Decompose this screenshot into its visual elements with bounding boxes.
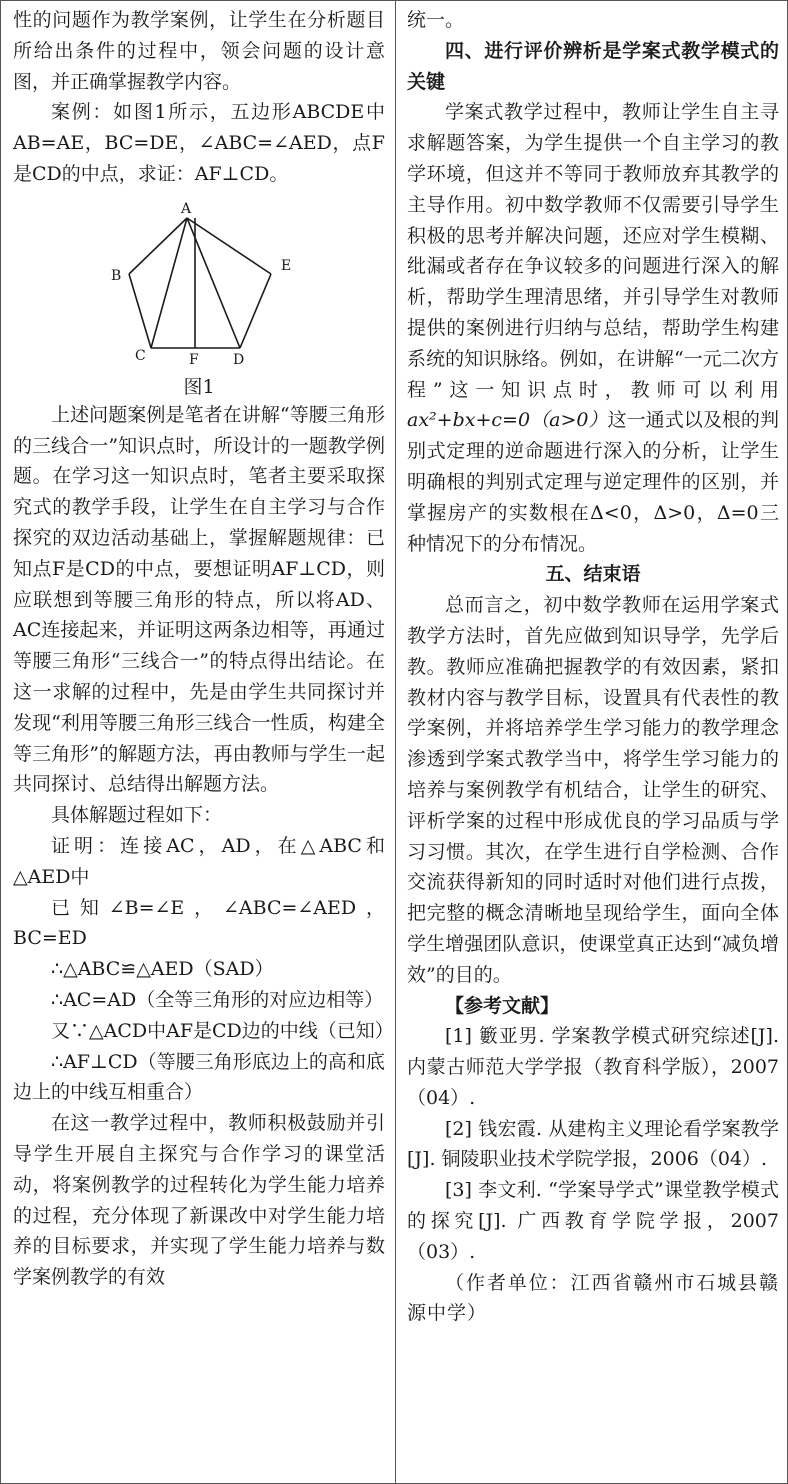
segment-ac xyxy=(151,218,187,348)
label-b: B xyxy=(111,267,122,284)
reference-item: [1] 籔亚男. 学案教学模式研究综述[J]. 内蒙古师范大学学报（教育科学版），2007（04）. xyxy=(407,1025,779,1109)
proof-line: 已知∠B=∠E，∠ABC=∠AED，BC=ED xyxy=(13,896,385,950)
paragraph: 上述问题案例是笔者在讲解“等腰三角形的三线合一”知识点时，所设计的一题教学例题。在学习这一知识点时，笔者主要采取探究式的教学手段，让学生在自主学习与合作探究的双边活动基础上，掌握解题规律：已知点F是CD的中点，要想证明AF⊥CD，则应联想到等腰三角形的特点，所以将AD、AC连接起来，并证明这两条边相等，再通过等腰三角形“三线合一”的特点得出结论。在这一求解的过程中，先是由学生共同探讨并发现“利用等腰三角形三线合一性质，构建全等三角形”的解题方法，再由教师与学生一起共同探讨、总结得出解题方法。 xyxy=(13,403,385,796)
quadratic-formula: ax²+bx+c=0（a>0） xyxy=(407,409,608,432)
section-heading-4: 四、进行评价辨析是学案式教学模式的关键 xyxy=(407,39,779,93)
label-f: F xyxy=(189,351,199,368)
paragraph: 在这一教学过程中，教师积极鼓励并引导学生开展自主探究与合作学习的课堂活动，将案例教学的过程转化为学生能力培养的过程，充分体现了新课改中对学生能力培养的目标要求，并实现了学生能力培养与数学案例教学的有效 xyxy=(13,1112,385,1289)
references-heading: 【参考文献】 xyxy=(445,994,560,1017)
label-e: E xyxy=(281,257,292,274)
left-column xyxy=(13,5,394,1293)
paragraph-text: 这一通式以及根的判别式定理的逆命题进行深入的分析，让学生明确根的判别式定理与逆定理件的区别，并掌握房产的实数根在Δ<0，Δ>0，Δ=0三种情况下的分布情况。 xyxy=(407,409,779,555)
label-d: D xyxy=(233,351,245,368)
proof-line: ∴AC=AD（全等三角形的对应边相等） xyxy=(51,988,384,1011)
case-statement: 案例：如图1所示，五边形ABCDE中AB=AE，BC=DE，∠ABC=∠AED，点F是CD的中点，求证：AF⊥CD。 xyxy=(13,101,385,185)
column-divider xyxy=(395,1,396,1483)
proof-line: ∴△ABC≌△AED（SAD） xyxy=(51,958,274,981)
section-heading-5: 五、结束语 xyxy=(545,563,641,586)
edge-ab xyxy=(129,218,187,274)
proof-line: ∴AF⊥CD（等腰三角形底边上的高和底边上的中线互相重合） xyxy=(13,1050,385,1104)
label-a: A xyxy=(181,200,192,217)
paragraph: 总而言之，初中数学教师在运用学案式教学方法时，首先应做到知识导学，先学后教。教师应准确把握教学的有效因素，紧扣教材内容与教学目标，设置具有代表性的教学案例，并将培养学生学习能力的教学理念渗透到学案式教学当中，将学生学习能力的培养与案例教学有机结合，让学生的研究、评析学案的过程中形成优良的学习品质与学习习惯。其次，在学生进行自学检测、合作交流获得新知的同时适时对他们进行点拨，把完整的概念清晰地呈现给学生，面向全体学生增强团队意识，使课堂真正达到“减负增效”的目的。 xyxy=(407,594,779,986)
paragraph: 统一。 xyxy=(407,9,465,31)
paragraph: 具体解题过程如下： xyxy=(51,804,223,827)
reference-item: [3] 李文利. “学案导学式”课堂教学模式的探究[J]. 广西教育学院学报，2007（03）. xyxy=(407,1179,779,1263)
figure-caption: 图1 xyxy=(183,375,215,398)
pentagon-diagram xyxy=(105,198,305,368)
proof-line: 证明：连接AC，AD，在△ABC和△AED中 xyxy=(13,834,385,888)
right-column xyxy=(407,5,779,1329)
label-c: C xyxy=(135,347,146,364)
figure-1 xyxy=(13,190,385,400)
edge-bc xyxy=(129,274,151,348)
paragraph: 性的问题作为教学案例，让学生在分析题目所给出条件的过程中，领会问题的设计意图，并正确掌握教学内容。 xyxy=(13,9,385,93)
proof-line: 又∵△ACD中AF是CD边的中线（已知） xyxy=(51,1019,394,1042)
paragraph xyxy=(407,97,779,559)
reference-item: [2] 钱宏霞. 从建构主义理论看学案教学[J]. 铜陵职业技术学院学报，2006（04）. xyxy=(407,1117,779,1171)
edge-de xyxy=(240,274,271,348)
author-affiliation: （作者单位：江西省赣州市石城县赣源中学） xyxy=(407,1271,779,1325)
paragraph-text: 学案式教学过程中，教师让学生自主寻求解题答案，为学生提供一个自主学习的教学环境，但这并不等同于教师放弃其教学的主导作用。初中数学教师不仅需要引导学生积极的思考并解决问题，还应对学生模糊、纰漏或者存在争议较多的问题进行深入的解析，帮助学生理清思绪，并引导学生对教师提供的案例进行归纳与总结，帮助学生构建系统的知识脉络。例如，在讲解“一元二次方程”这一知识点时，教师可以利用 xyxy=(407,101,779,401)
edge-ea xyxy=(187,218,271,274)
